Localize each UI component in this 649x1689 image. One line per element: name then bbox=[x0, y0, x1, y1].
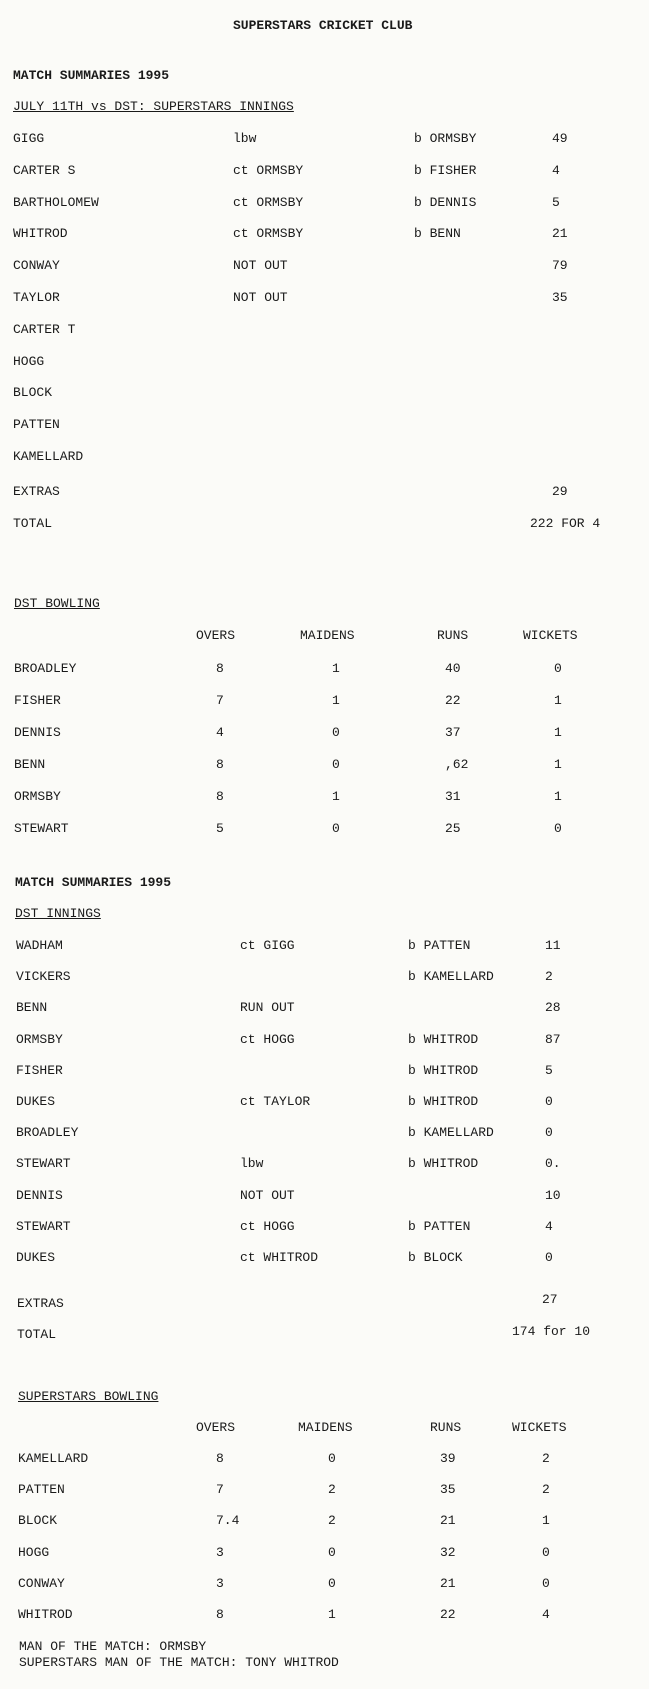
bowler-name: DENNIS bbox=[14, 725, 61, 740]
runs-value: 25 bbox=[445, 821, 461, 836]
runs-value: 32 bbox=[440, 1545, 456, 1560]
runs-value: 21 bbox=[440, 1576, 456, 1591]
bowler: b DENNIS bbox=[414, 195, 477, 210]
section1-heading: MATCH SUMMARIES 1995 bbox=[13, 68, 170, 83]
bowler-name: STEWART bbox=[14, 821, 69, 836]
section2-heading: MATCH SUMMARIES 1995 bbox=[15, 875, 172, 890]
dismissal: ct WHITROD bbox=[240, 1250, 319, 1265]
section2-total-value: 174 for 10 bbox=[512, 1324, 591, 1339]
bowler-name: BLOCK bbox=[18, 1513, 58, 1528]
maidens-value: 1 bbox=[332, 789, 340, 804]
batter-runs: 87 bbox=[545, 1032, 561, 1047]
dismissal: ct HOGG bbox=[240, 1032, 295, 1047]
overs-header: OVERS bbox=[196, 1420, 236, 1435]
maidens-header: MAIDENS bbox=[298, 1420, 353, 1435]
dismissal: ct ORMSBY bbox=[233, 195, 304, 210]
bowler-name: BENN bbox=[14, 757, 46, 772]
maidens-value: 2 bbox=[328, 1482, 336, 1497]
overs-value: 3 bbox=[216, 1576, 224, 1591]
bowler-name: FISHER bbox=[14, 693, 61, 708]
overs-value: 4 bbox=[216, 725, 224, 740]
batter-name: DUKES bbox=[16, 1094, 56, 1109]
batter-runs: 79 bbox=[552, 258, 568, 273]
runs-value: 40 bbox=[445, 661, 461, 676]
bowler-name: WHITROD bbox=[18, 1607, 73, 1622]
bowler: b WHITROD bbox=[408, 1063, 479, 1078]
overs-value: 3 bbox=[216, 1545, 224, 1560]
man-of-the-match: MAN OF THE MATCH: ORMSBY bbox=[19, 1639, 207, 1654]
maidens-value: 0 bbox=[332, 757, 340, 772]
batter-name: FISHER bbox=[16, 1063, 63, 1078]
dismissal: ct HOGG bbox=[240, 1219, 295, 1234]
wickets-value: 2 bbox=[542, 1451, 550, 1466]
section1-extras-value: 29 bbox=[552, 484, 568, 499]
bowler-name: HOGG bbox=[18, 1545, 50, 1560]
runs-value: 39 bbox=[440, 1451, 456, 1466]
runs-value: 37 bbox=[445, 725, 461, 740]
batter-name: WADHAM bbox=[16, 938, 63, 953]
bowler: b ORMSBY bbox=[414, 131, 477, 146]
overs-value: 8 bbox=[216, 789, 224, 804]
runs-value: ,62 bbox=[445, 757, 469, 772]
batter-name: CONWAY bbox=[13, 258, 60, 273]
dismissal: ct ORMSBY bbox=[233, 226, 304, 241]
batter-name: GIGG bbox=[13, 131, 45, 146]
wickets-value: 0 bbox=[542, 1576, 550, 1591]
batter-name: STEWART bbox=[16, 1156, 71, 1171]
batter-name: BENN bbox=[16, 1000, 48, 1015]
bowler-name: KAMELLARD bbox=[18, 1451, 89, 1466]
section1-extras-label: EXTRAS bbox=[13, 484, 60, 499]
section2-extras-value: 27 bbox=[542, 1292, 558, 1307]
batter-runs: 49 bbox=[552, 131, 568, 146]
maidens-value: 0 bbox=[328, 1545, 336, 1560]
batter-runs: 0. bbox=[545, 1156, 561, 1171]
batter-name: WHITROD bbox=[13, 226, 68, 241]
wickets-value: 1 bbox=[554, 757, 562, 772]
bowler: b FISHER bbox=[414, 163, 477, 178]
dismissal: NOT OUT bbox=[240, 1188, 295, 1203]
superstars-man-of-the-match: SUPERSTARS MAN OF THE MATCH: TONY WHITROD bbox=[19, 1655, 339, 1670]
batter-name: DENNIS bbox=[16, 1188, 63, 1203]
batter-runs: 5 bbox=[545, 1063, 553, 1078]
wickets-header: WICKETS bbox=[523, 628, 578, 643]
batter-name: ORMSBY bbox=[16, 1032, 63, 1047]
maidens-value: 0 bbox=[328, 1451, 336, 1466]
batter-runs: 35 bbox=[552, 290, 568, 305]
batter-runs: 4 bbox=[545, 1219, 553, 1234]
wickets-value: 1 bbox=[554, 725, 562, 740]
wickets-value: 0 bbox=[554, 821, 562, 836]
batter-runs: 4 bbox=[552, 163, 560, 178]
dismissal: ct TAYLOR bbox=[240, 1094, 311, 1109]
batter-runs: 11 bbox=[545, 938, 561, 953]
section1-total-label: TOTAL bbox=[13, 516, 53, 531]
dismissal: ct GIGG bbox=[240, 938, 295, 953]
overs-value: 5 bbox=[216, 821, 224, 836]
batter-name: CARTER T bbox=[13, 322, 76, 337]
batter-name: TAYLOR bbox=[13, 290, 60, 305]
overs-header: OVERS bbox=[196, 628, 236, 643]
wickets-value: 1 bbox=[554, 693, 562, 708]
runs-value: 21 bbox=[440, 1513, 456, 1528]
maidens-value: 1 bbox=[328, 1607, 336, 1622]
runs-value: 31 bbox=[445, 789, 461, 804]
section2-total-label: TOTAL bbox=[17, 1327, 57, 1342]
wickets-value: 4 bbox=[542, 1607, 550, 1622]
bowler: b KAMELLARD bbox=[408, 1125, 494, 1140]
runs-header: RUNS bbox=[430, 1420, 462, 1435]
bowler: b PATTEN bbox=[408, 1219, 471, 1234]
batter-runs: 28 bbox=[545, 1000, 561, 1015]
wickets-value: 1 bbox=[542, 1513, 550, 1528]
overs-value: 8 bbox=[216, 661, 224, 676]
runs-value: 22 bbox=[445, 693, 461, 708]
dismissal: lbw bbox=[233, 131, 257, 146]
bowler: b WHITROD bbox=[408, 1156, 479, 1171]
dismissal: NOT OUT bbox=[233, 290, 288, 305]
wickets-value: 1 bbox=[554, 789, 562, 804]
section2-extras-label: EXTRAS bbox=[17, 1296, 64, 1311]
maidens-value: 1 bbox=[332, 661, 340, 676]
section1-innings-title: JULY 11TH vs DST: SUPERSTARS INNINGS bbox=[13, 99, 294, 114]
batter-runs: 21 bbox=[552, 226, 568, 241]
bowler: b WHITROD bbox=[408, 1032, 479, 1047]
bowler: b WHITROD bbox=[408, 1094, 479, 1109]
bowler: b BENN bbox=[414, 226, 461, 241]
bowler: b KAMELLARD bbox=[408, 969, 494, 984]
runs-header: RUNS bbox=[437, 628, 469, 643]
section2-innings-title: DST INNINGS bbox=[15, 906, 101, 921]
wickets-value: 0 bbox=[554, 661, 562, 676]
bowler-name: CONWAY bbox=[18, 1576, 65, 1591]
batter-name: BROADLEY bbox=[16, 1125, 79, 1140]
bowler-name: ORMSBY bbox=[14, 789, 61, 804]
batter-name: CARTER S bbox=[13, 163, 76, 178]
batter-runs: 0 bbox=[545, 1125, 553, 1140]
batter-runs: 5 bbox=[552, 195, 560, 210]
maidens-value: 2 bbox=[328, 1513, 336, 1528]
bowler: b PATTEN bbox=[408, 938, 471, 953]
section1-total-value: 222 FOR 4 bbox=[530, 516, 601, 531]
batter-name: HOGG bbox=[13, 354, 45, 369]
dismissal: RUN OUT bbox=[240, 1000, 295, 1015]
runs-value: 35 bbox=[440, 1482, 456, 1497]
overs-value: 7 bbox=[216, 693, 224, 708]
maidens-header: MAIDENS bbox=[300, 628, 355, 643]
overs-value: 7.4 bbox=[216, 1513, 240, 1528]
batter-runs: 0 bbox=[545, 1250, 553, 1265]
bowler-name: PATTEN bbox=[18, 1482, 65, 1497]
bowling2-title: SUPERSTARS BOWLING bbox=[18, 1389, 159, 1404]
batter-name: PATTEN bbox=[13, 417, 60, 432]
wickets-value: 2 bbox=[542, 1482, 550, 1497]
overs-value: 7 bbox=[216, 1482, 224, 1497]
club-title: SUPERSTARS CRICKET CLUB bbox=[233, 18, 413, 33]
dismissal: ct ORMSBY bbox=[233, 163, 304, 178]
batter-runs: 0 bbox=[545, 1094, 553, 1109]
overs-value: 8 bbox=[216, 757, 224, 772]
maidens-value: 1 bbox=[332, 693, 340, 708]
runs-value: 22 bbox=[440, 1607, 456, 1622]
bowler: b BLOCK bbox=[408, 1250, 463, 1265]
batter-name: BLOCK bbox=[13, 385, 53, 400]
maidens-value: 0 bbox=[332, 725, 340, 740]
overs-value: 8 bbox=[216, 1607, 224, 1622]
wickets-header: WICKETS bbox=[512, 1420, 567, 1435]
maidens-value: 0 bbox=[332, 821, 340, 836]
overs-value: 8 bbox=[216, 1451, 224, 1466]
wickets-value: 0 bbox=[542, 1545, 550, 1560]
maidens-value: 0 bbox=[328, 1576, 336, 1591]
batter-runs: 10 bbox=[545, 1188, 561, 1203]
batter-name: KAMELLARD bbox=[13, 449, 84, 464]
batter-name: STEWART bbox=[16, 1219, 71, 1234]
batter-name: VICKERS bbox=[16, 969, 71, 984]
bowler-name: BROADLEY bbox=[14, 661, 77, 676]
dismissal: lbw bbox=[240, 1156, 264, 1171]
batter-runs: 2 bbox=[545, 969, 553, 984]
batter-name: BARTHOLOMEW bbox=[13, 195, 99, 210]
batter-name: DUKES bbox=[16, 1250, 56, 1265]
dismissal: NOT OUT bbox=[233, 258, 288, 273]
bowling1-title: DST BOWLING bbox=[14, 596, 100, 611]
